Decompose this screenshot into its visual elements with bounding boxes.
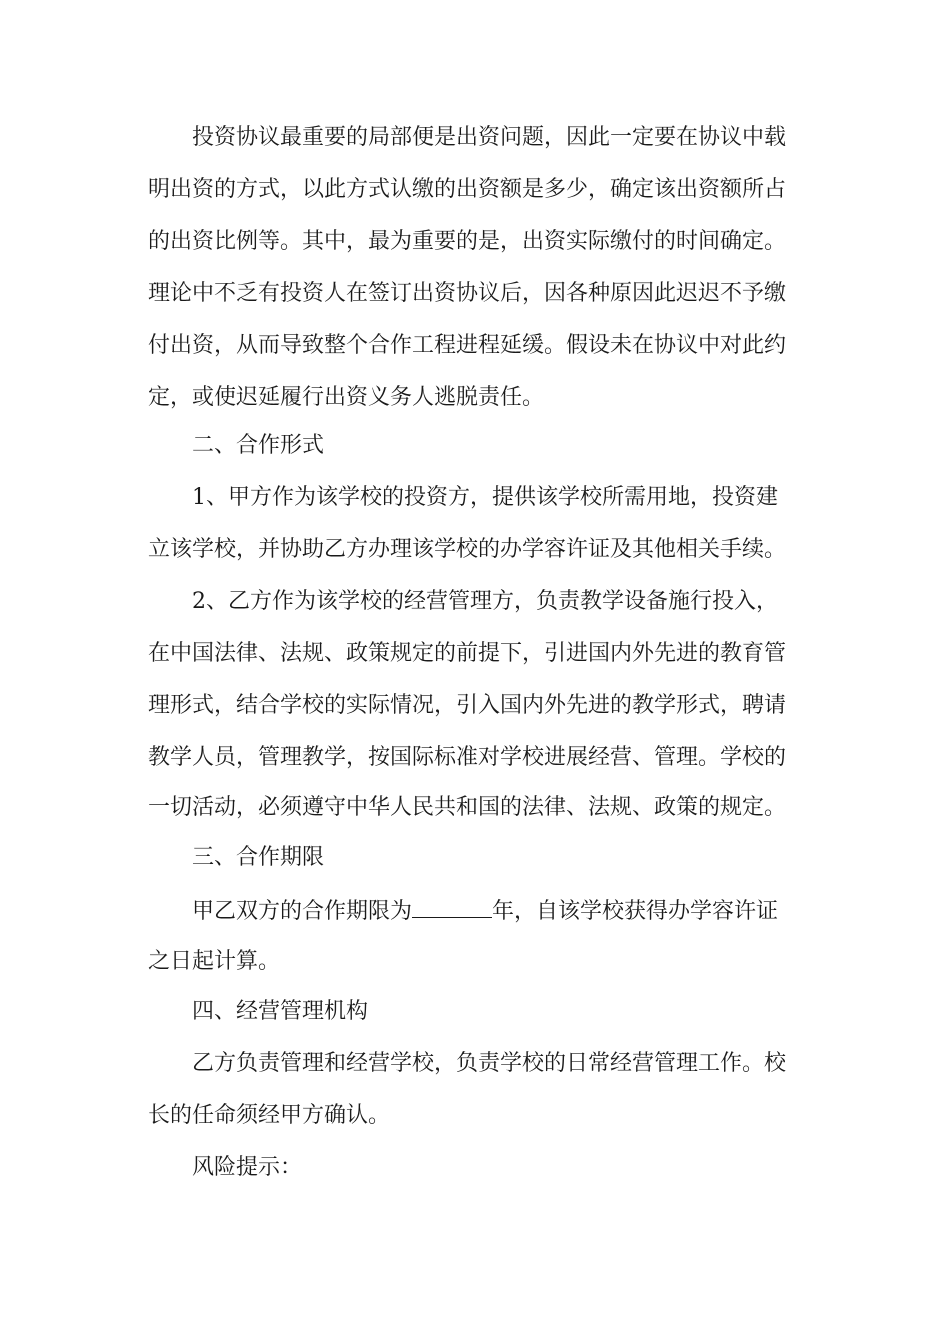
paragraph-line: 明出资的方式，以此方式认缴的出资额是多少，确定该出资额所占 [148, 177, 787, 202]
paragraph-line: 理论中不乏有投资人在签订出资协议后，因各种原因此迟迟不予缴 [148, 281, 787, 306]
paragraph-line: 乙方负责管理和经营学校，负责学校的日常经营管理工作。校 [192, 1051, 787, 1076]
paragraph-line: 立该学校，并协助乙方办理该学校的办学容许证及其他相关手续。 [148, 537, 787, 562]
paragraph-line: 投资协议最重要的局部便是出资问题，因此一定要在协议中载 [192, 125, 787, 150]
paragraph-line: 定，或使迟延履行出资义务人逃脱责任。 [148, 385, 545, 410]
term-text-before: 甲乙双方的合作期限为 [192, 899, 413, 924]
section-heading: 三、合作期限 [192, 845, 325, 870]
paragraph-line: 长的任命须经甲方确认。 [148, 1103, 391, 1128]
paragraph-line: 之日起计算。 [148, 949, 281, 974]
paragraph-line: 2、乙方作为该学校的经营管理方，负责教学设备施行投入， [192, 589, 778, 614]
term-blank-field [412, 897, 492, 918]
paragraph-line: 1、甲方作为该学校的投资方，提供该学校所需用地，投资建 [192, 485, 778, 510]
paragraph-line: 在中国法律、法规、政策规定的前提下，引进国内外先进的教育管 [148, 641, 787, 666]
paragraph-line: 的出资比例等。其中，最为重要的是，出资实际缴付的时间确定。 [148, 229, 787, 254]
section-heading: 二、合作形式 [192, 433, 325, 458]
section-heading: 风险提示： [192, 1155, 303, 1180]
paragraph-line: 理形式，结合学校的实际情况，引入国内外先进的教学形式，聘请 [148, 693, 787, 718]
paragraph-line [192, 897, 778, 925]
paragraph-line: 一切活动，必须遵守中华人民共和国的法律、法规、政策的规定。 [148, 795, 787, 820]
section-heading: 四、经营管理机构 [192, 999, 369, 1024]
term-text-after: 年，自该学校获得办学容许证 [492, 899, 779, 924]
paragraph-line: 付出资，从而导致整个合作工程进程延缓。假设未在协议中对此约 [148, 333, 787, 358]
paragraph-line: 教学人员，管理教学，按国际标准对学校进展经营、管理。学校的 [148, 745, 787, 770]
